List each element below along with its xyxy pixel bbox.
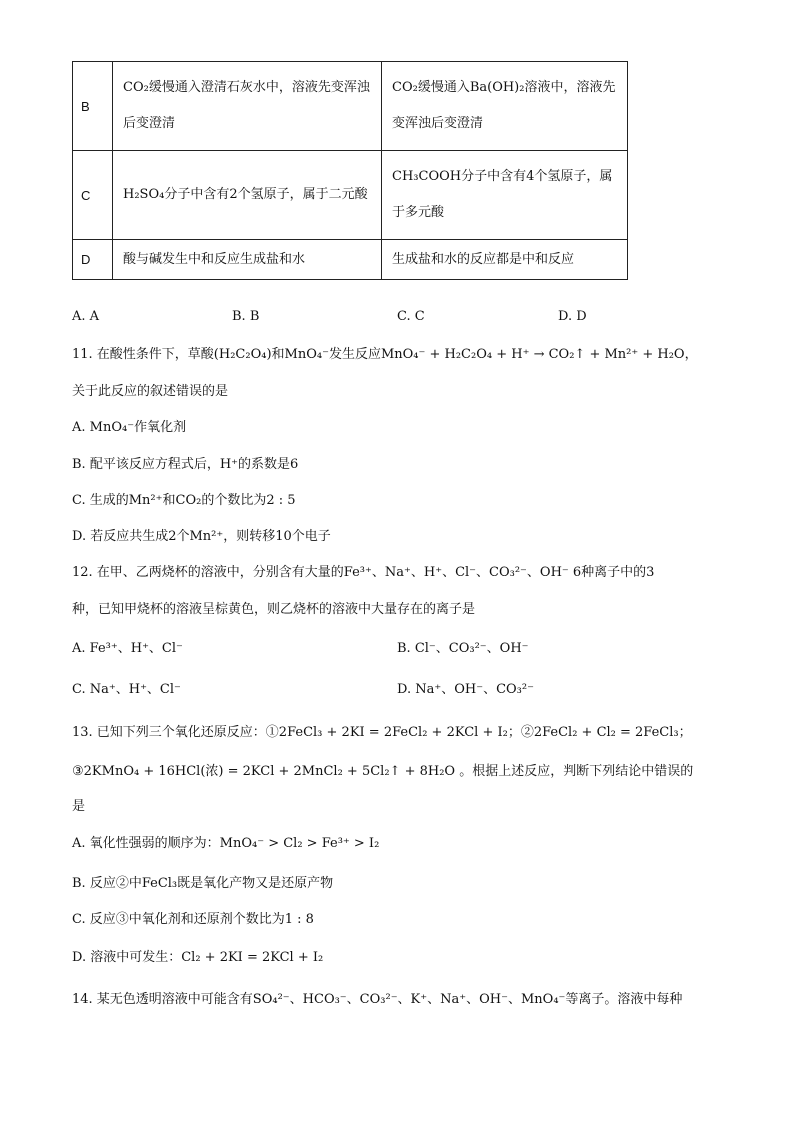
- q11-option-a[interactable]: A. MnO₄⁻作氧化剂: [72, 420, 187, 435]
- table-cell-left: 酸与碱发生中和反应生成盐和水: [113, 240, 382, 280]
- q10-option-d[interactable]: D. D: [558, 309, 587, 324]
- row-label: C: [73, 151, 113, 240]
- q12-stem-line1: 12. 在甲、乙两烧杯的溶液中，分别含有大量的Fe³⁺、Na⁺、H⁺、Cl⁻、CO₃²⁻、OH⁻ 6种离子中的3: [72, 565, 655, 580]
- q11-stem-line2: 关于此反应的叙述错误的是: [72, 384, 229, 399]
- q13-stem-line3: 是: [72, 799, 86, 814]
- q12-option-b[interactable]: B. Cl⁻、CO₃²⁻、OH⁻: [397, 641, 529, 656]
- table-row: [73, 240, 628, 280]
- table-cell-right: 生成盐和水的反应都是中和反应: [382, 240, 628, 280]
- table-cell-left: CO₂缓慢通入澄清石灰水中，溶液先变浑浊后变澄清: [113, 62, 382, 151]
- q12-option-d[interactable]: D. Na⁺、OH⁻、CO₃²⁻: [397, 682, 534, 697]
- q10-option-b[interactable]: B. B: [232, 309, 260, 324]
- row-label: D: [73, 240, 113, 280]
- q10-option-c[interactable]: C. C: [397, 309, 425, 324]
- q13-stem-line1: 13. 已知下列三个氧化还原反应：①2FeCl₃ + 2KI = 2FeCl₂ + 2KCl + I₂；②2FeCl₂ + Cl₂ = 2FeCl₃；: [72, 725, 692, 740]
- row-label: B: [73, 62, 113, 151]
- q13-option-d[interactable]: D. 溶液中可发生：Cl₂ + 2KI = 2KCl + I₂: [72, 950, 324, 965]
- q12-option-c[interactable]: C. Na⁺、H⁺、Cl⁻: [72, 682, 181, 697]
- q13-stem-line2: ③2KMnO₄ + 16HCl(浓) = 2KCl + 2MnCl₂ + 5Cl₂↑ + 8H₂O 。根据上述反应，判断下列结论中错误的: [72, 764, 694, 779]
- q11-option-b[interactable]: B. 配平该反应方程式后，H⁺的系数是6: [72, 457, 299, 472]
- q11-stem-line1: 11. 在酸性条件下，草酸(H₂C₂O₄)和MnO₄⁻发生反应MnO₄⁻ + H₂C₂O₄ + H⁺ → CO₂↑ + Mn²⁺ + H₂O，: [72, 347, 698, 362]
- table-cell-right: CH₃COOH分子中含有4个氢原子，属于多元酸: [382, 151, 628, 240]
- q11-option-d[interactable]: D. 若反应共生成2个Mn²⁺，则转移10个电子: [72, 529, 331, 544]
- table-cell-left: H₂SO₄分子中含有2个氢原子，属于二元酸: [113, 151, 382, 240]
- table-cell-right: CO₂缓慢通入Ba(OH)₂溶液中，溶液先变浑浊后变澄清: [382, 62, 628, 151]
- q12-option-a[interactable]: A. Fe³⁺、H⁺、Cl⁻: [72, 641, 183, 656]
- table-row: [73, 62, 628, 151]
- comparison-table: [72, 61, 628, 280]
- q13-option-b[interactable]: B. 反应②中FeCl₃既是氧化产物又是还原产物: [72, 876, 334, 891]
- q10-option-a[interactable]: A. A: [72, 309, 100, 324]
- q12-stem-line2: 种，已知甲烧杯的溶液呈棕黄色，则乙烧杯的溶液中大量存在的离子是: [72, 602, 476, 617]
- q11-option-c[interactable]: C. 生成的Mn²⁺和CO₂的个数比为2 : 5: [72, 493, 296, 508]
- table-row: [73, 151, 628, 240]
- q13-option-a[interactable]: A. 氧化性强弱的顺序为：MnO₄⁻ > Cl₂ > Fe³⁺ > I₂: [72, 836, 380, 851]
- q14-stem-line1: 14. 某无色透明溶液中可能含有SO₄²⁻、HCO₃⁻、CO₃²⁻、K⁺、Na⁺、OH⁻、MnO₄⁻等离子。溶液中每种: [72, 992, 683, 1007]
- q13-option-c[interactable]: C. 反应③中氧化剂和还原剂个数比为1 : 8: [72, 912, 314, 927]
